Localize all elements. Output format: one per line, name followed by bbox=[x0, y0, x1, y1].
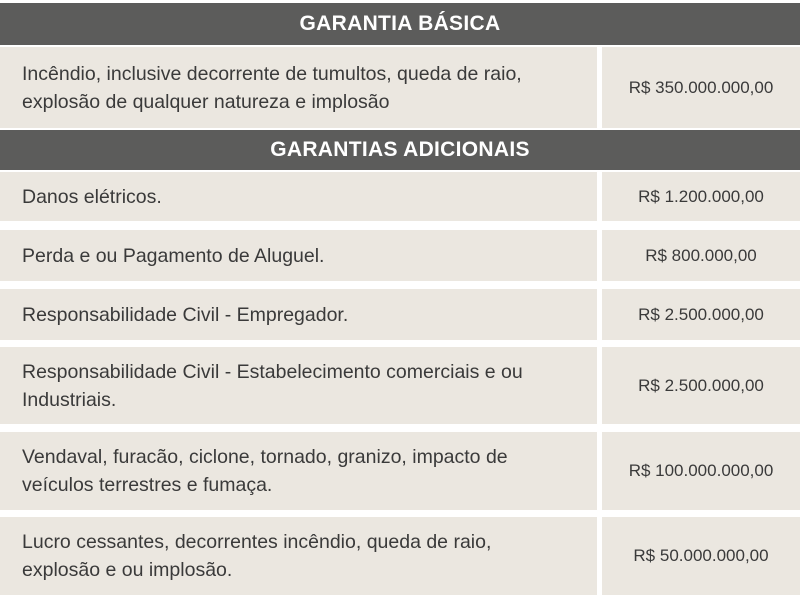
coverage-value: R$ 2.500.000,00 bbox=[602, 347, 800, 424]
basic-guarantee-header: GARANTIA BÁSICA bbox=[0, 3, 800, 45]
coverage-value: R$ 1.200.000,00 bbox=[602, 172, 800, 221]
coverage-value: R$ 2.500.000,00 bbox=[602, 289, 800, 340]
table-row-additional-2 bbox=[0, 289, 800, 340]
coverage-description: Vendaval, furacão, ciclone, tornado, granizo, impacto de veículos terrestres e fumaça. bbox=[0, 432, 597, 510]
coverage-description: Incêndio, inclusive decorrente de tumultos, queda de raio, explosão de qualquer natureza e implosão bbox=[0, 47, 597, 128]
table-row-basic-0 bbox=[0, 47, 800, 128]
table-row-additional-0 bbox=[0, 172, 800, 221]
coverage-description: Danos elétricos. bbox=[0, 172, 597, 221]
coverage-value: R$ 50.000.000,00 bbox=[602, 517, 800, 595]
table-row-additional-3 bbox=[0, 347, 800, 424]
coverage-value: R$ 350.000.000,00 bbox=[602, 47, 800, 128]
coverage-description: Responsabilidade Civil - Empregador. bbox=[0, 289, 597, 340]
coverage-description: Responsabilidade Civil - Estabelecimento comerciais e ou Industriais. bbox=[0, 347, 597, 424]
table-row-additional-1 bbox=[0, 230, 800, 281]
table-row-additional-4 bbox=[0, 432, 800, 510]
coverage-description: Perda e ou Pagamento de Aluguel. bbox=[0, 230, 597, 281]
coverage-value: R$ 800.000,00 bbox=[602, 230, 800, 281]
coverage-description: Lucro cessantes, decorrentes incêndio, queda de raio, explosão e ou implosão. bbox=[0, 517, 597, 595]
coverage-value: R$ 100.000.000,00 bbox=[602, 432, 800, 510]
additional-guarantees-header: GARANTIAS ADICIONAIS bbox=[0, 130, 800, 170]
table-row-additional-5 bbox=[0, 517, 800, 595]
